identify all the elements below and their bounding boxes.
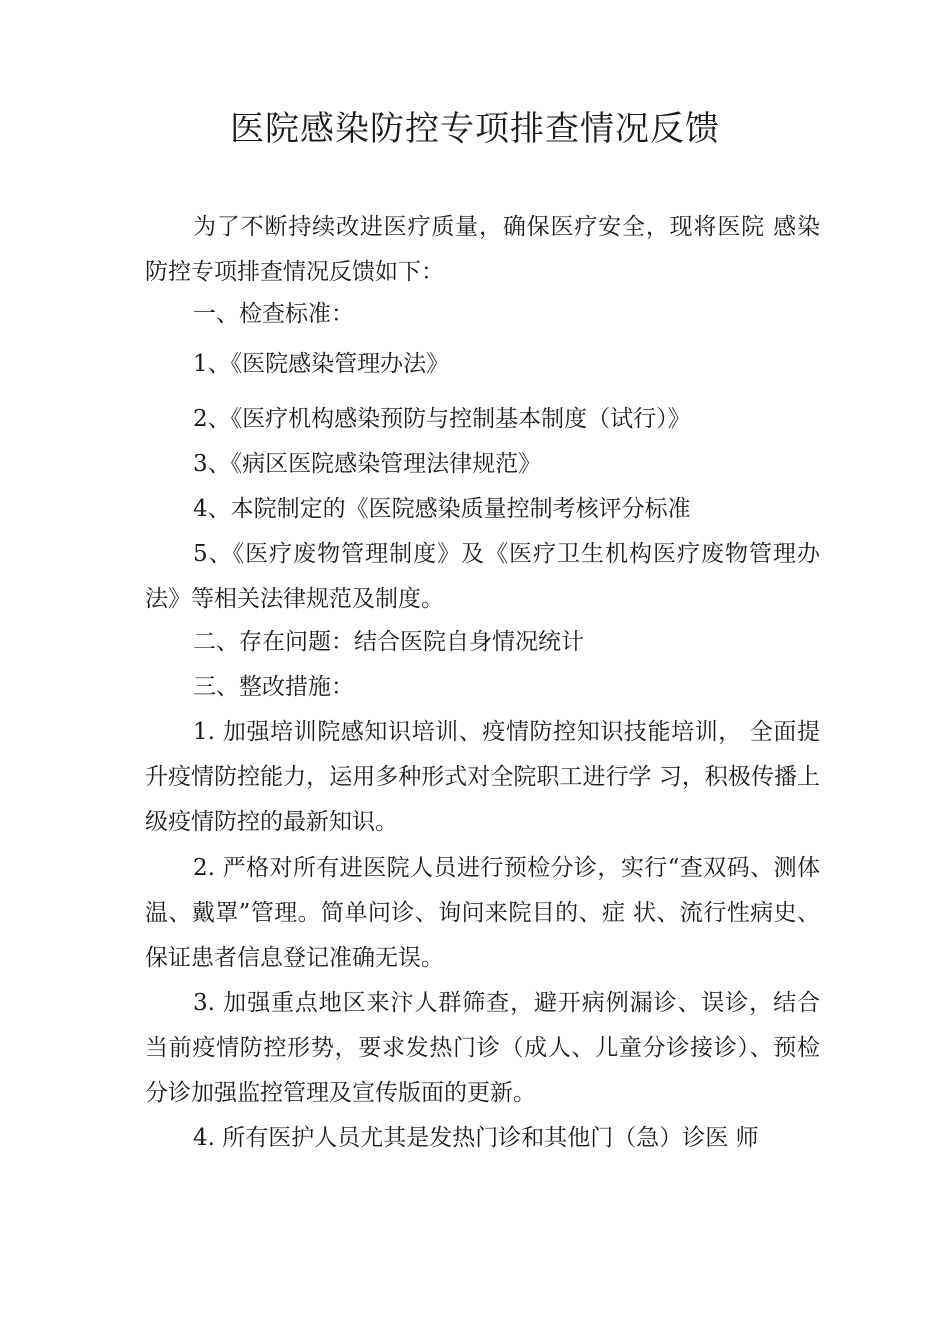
standard-item-5: 5、《医疗废物管理制度》及《医疗卫生机构医疗废物管理办法》等相关法律规范及制度。 — [145, 541, 820, 612]
section-heading-standards: 一、检查标准： — [193, 301, 354, 327]
measure-item-1: 1. 加强培训院感知识培训、疫情防控知识技能培训， 全面提升疫情防控能力，运用多种形式对全院职工进行学 习，积极传播上级疫情防控的最新知识。 — [145, 719, 820, 835]
document-title: 医院感染防控专项排查情况反馈 — [230, 109, 720, 149]
section-heading-measures: 三、整改措施： — [193, 674, 354, 700]
measure-item-4: 4. 所有医护人员尤其是发热门诊和其他门（急）诊医 师 — [193, 1125, 759, 1151]
intro-paragraph: 为了不断持续改进医疗质量，确保医疗安全，现将医院 感染防控专项排查情况反馈如下： — [145, 214, 820, 285]
measure-item-2: 2. 严格对所有进医院人员进行预检分诊，实行“查双码、测体温、戴罩”管理。简单问诊、询问来院目的、症 状、流行性病史、保证患者信息登记准确无误。 — [145, 855, 820, 971]
standard-item-2: 2、《医疗机构感染预防与控制基本制度（试行）》 — [193, 406, 691, 432]
section-heading-problems: 二、存在问题：结合医院自身情况统计 — [193, 629, 584, 655]
standard-item-3: 3、《病区医院感染管理法律规范》 — [193, 451, 542, 477]
standard-item-1: 1、《医院感染管理办法》 — [193, 351, 450, 377]
standard-item-4: 4、本院制定的《医院感染质量控制考核评分标准 — [193, 496, 691, 522]
measure-item-3: 3. 加强重点地区来汴人群筛查，避开病例漏诊、误诊，结合当前疫情防控形势，要求发热门诊（成人、儿童分诊接诊）、预检分诊加强监控管理及宣传版面的更新。 — [145, 990, 820, 1106]
